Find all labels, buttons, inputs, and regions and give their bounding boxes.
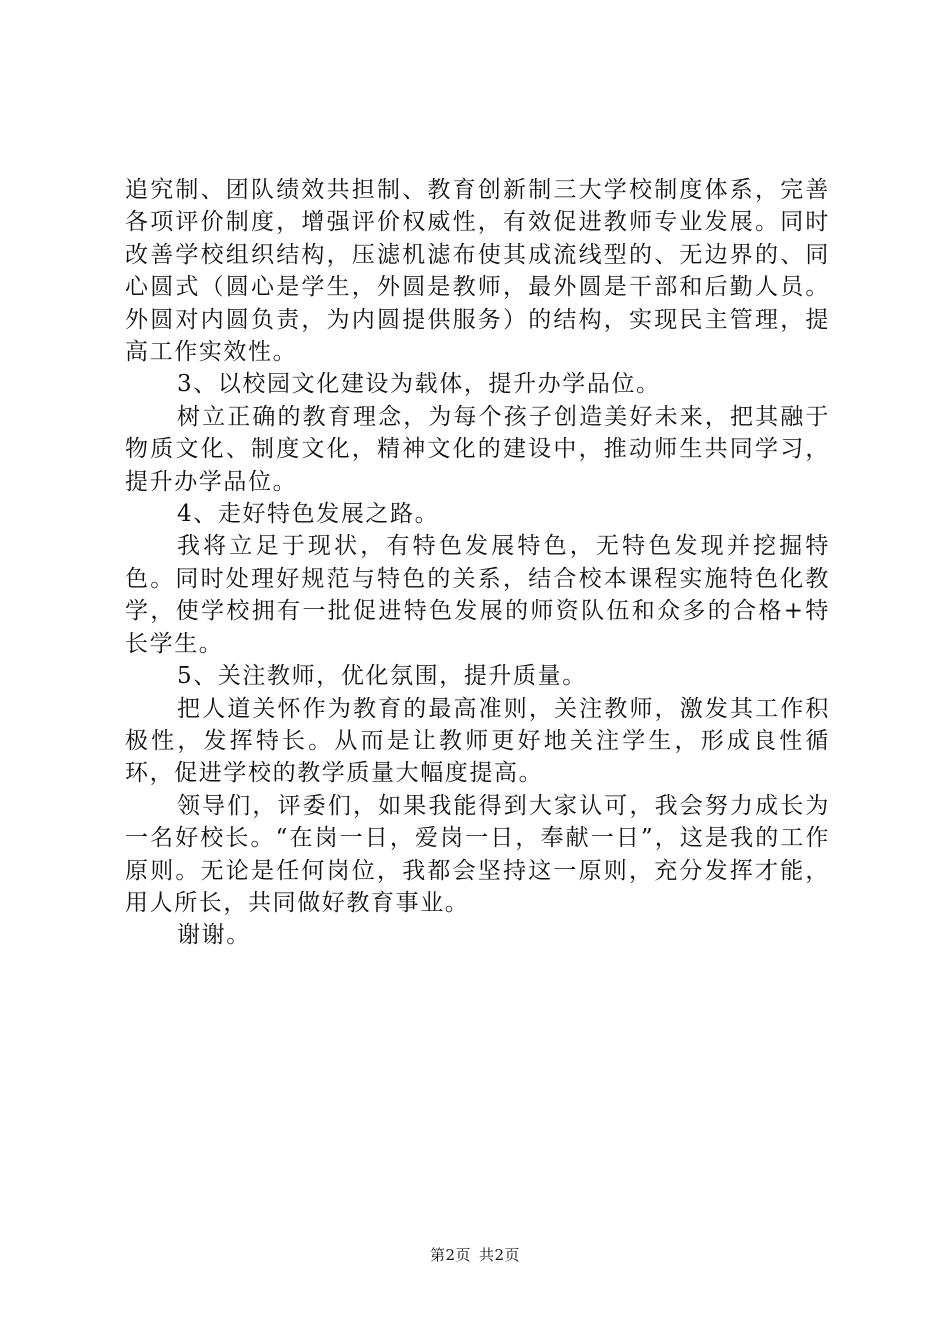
document-body bbox=[125, 174, 830, 952]
page-footer bbox=[0, 1244, 950, 1265]
paragraph: 我将立足于现状，有特色发展特色，无特色发现并挖掘特色。同时处理好规范与特色的关系，结合校本课程实施特色化教学，使学校拥有一批促进特色发展的师资队伍和众多的合格+特长学生。 bbox=[125, 533, 830, 657]
paragraph: 把人道关怀作为教育的最高准则，关注教师，激发其工作积极性，发挥特长。从而是让教师更好地关注学生，形成良性循环，促进学校的教学质量大幅度提高。 bbox=[125, 695, 830, 787]
paragraph-continuation: 追究制、团队绩效共担制、教育创新制三大学校制度体系，完善各项评价制度，增强评价权威性，有效促进教师专业发展。同时改善学校组织结构，压滤机滤布使其成流线型的、无边界的、同心圆式（圆心是学生，外圆是教师，最外圆是干部和后勤人员。外圆对内圆负责，为内圆提供服务）的结构，实现民主管理，提高工作实效性。 bbox=[125, 177, 830, 366]
closing-paragraph: 领导们，评委们，如果我能得到大家认可，我会努力成长为一名好校长。“在岗一日，爱岗一日，奉献一日”，这是我的工作原则。无论是任何岗位，我都会坚持这一原则，充分发挥才能，用人所长，共同做好教育事业。 bbox=[125, 792, 830, 916]
thanks-line: 谢谢。 bbox=[177, 922, 251, 949]
section-heading-4: 4、走好特色发展之路。 bbox=[177, 501, 440, 528]
section-heading-5: 5、关注教师，优化氛围，提升质量。 bbox=[177, 663, 587, 690]
page-total: 共2页 bbox=[479, 1246, 521, 1264]
section-heading-3: 3、以校园文化建设为载体，提升办学品位。 bbox=[177, 371, 661, 398]
page-number: 第2页 bbox=[429, 1246, 471, 1264]
paragraph: 树立正确的教育理念，为每个孩子创造美好未来，把其融于物质文化、制度文化，精神文化的建设中，推动师生共同学习，提升办学品位。 bbox=[125, 403, 830, 495]
